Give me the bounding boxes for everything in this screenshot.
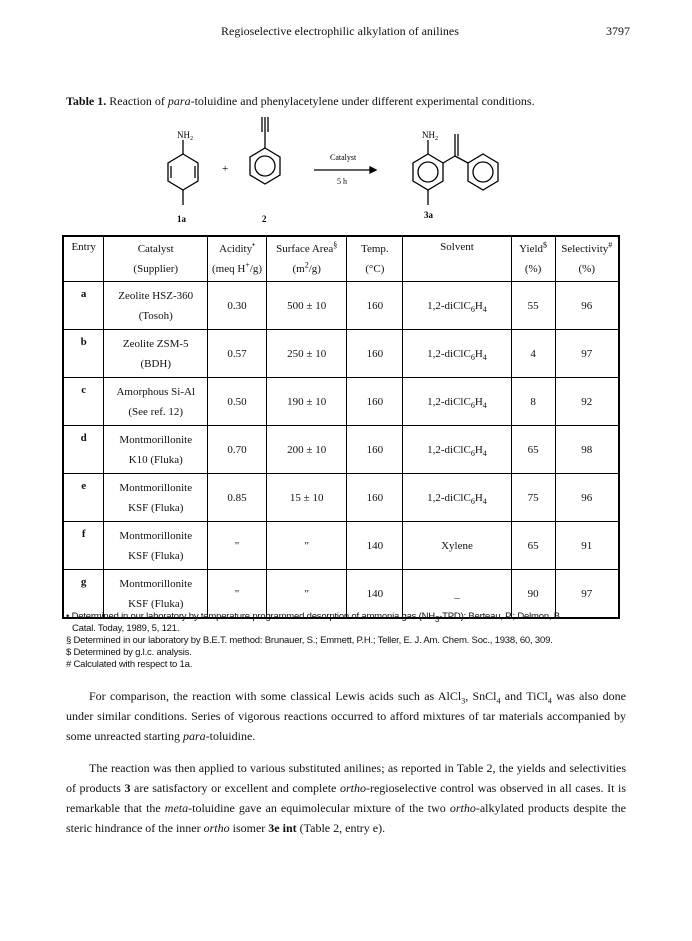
table-row (63, 378, 619, 426)
time-label: 5 h (337, 177, 347, 186)
cell-entry: d (63, 426, 104, 474)
cell-solvent: $1,2-diClC_6H_4$ (403, 426, 511, 474)
cell-surface-area: 200 ± 10 (266, 426, 347, 474)
running-header (0, 24, 692, 44)
cell-surface-area: " (266, 522, 347, 570)
cell-yield: 55 (511, 282, 555, 330)
cell-entry: c (63, 378, 104, 426)
cell-selectivity: 98 (555, 426, 619, 474)
footnote-selectivity: # Calculated with respect to 1a. (66, 659, 193, 670)
cell-temp: 160 (347, 378, 403, 426)
cell-selectivity: 96 (555, 282, 619, 330)
cell-entry: g (63, 570, 104, 619)
cell-yield: 90 (511, 570, 555, 619)
cell-temp: 160 (347, 330, 403, 378)
cell-temp: 160 (347, 474, 403, 522)
table-row (63, 330, 619, 378)
product-structure (413, 134, 498, 205)
running-title: Regioselective electrophilic alkylation of anilines (221, 24, 459, 38)
footnote-yield: $ Determined by g.l.c. analysis. (66, 647, 192, 658)
cell-solvent: $1,2-diClC_6H_4$ (403, 474, 511, 522)
col-yield: Yield$ (%) (511, 236, 555, 282)
cell-acidity: 0.50 (208, 378, 267, 426)
cell-yield: 75 (511, 474, 555, 522)
cell-entry: b (63, 330, 104, 378)
cell-catalyst: Montmorillonite KSF (Fluka) (104, 570, 208, 619)
cell-selectivity: 91 (555, 522, 619, 570)
cell-temp: 160 (347, 282, 403, 330)
cell-solvent: _ (403, 570, 511, 619)
table-label: Table 1. (66, 94, 107, 108)
cell-entry: f (63, 522, 104, 570)
body-text (66, 686, 626, 848)
footnote-acidity: • Determined in our laboratory by temperature programmed desorption of ammonia gas $(NH_3-TPD)$: Berteau, P.; Delmon, B. (66, 611, 563, 624)
cell-solvent: $1,2-diClC_6H_4$ (403, 378, 511, 426)
cell-surface-area: " (266, 570, 347, 619)
cell-selectivity: 97 (555, 330, 619, 378)
col-selectivity: Selectivity# (%) (555, 236, 619, 282)
cell-surface-area: 250 ± 10 (266, 330, 347, 378)
cell-catalyst: Montmorillonite K10 (Fluka) (104, 426, 208, 474)
cell-solvent: $1,2-diClC_6H_4$ (403, 282, 511, 330)
cell-selectivity: 97 (555, 570, 619, 619)
footnote-acidity-cont: Catal. Today, 1989, 5, 121. (72, 623, 180, 634)
table-caption: Table 1. Reaction of para-toluidine and phenylacetylene under different experimental conditions. (66, 94, 535, 108)
cell-yield: 4 (511, 330, 555, 378)
cell-surface-area: 500 ± 10 (266, 282, 347, 330)
cell-catalyst: Montmorillonite KSF (Fluka) (104, 522, 208, 570)
cell-temp: 160 (347, 426, 403, 474)
cell-catalyst: Montmorillonite KSF (Fluka) (104, 474, 208, 522)
col-acidity: Acidity• (meq H+/g) (208, 236, 267, 282)
table-row (63, 522, 619, 570)
table-body (63, 282, 619, 619)
col-solvent: Solvent (403, 236, 511, 282)
cell-surface-area: 15 ± 10 (266, 474, 347, 522)
label-2: 2 (262, 214, 267, 224)
cell-acidity: 0.85 (208, 474, 267, 522)
col-catalyst: Catalyst (Supplier) (104, 236, 208, 282)
cell-temp: 140 (347, 522, 403, 570)
paragraph-1: For comparison, the reaction with some classical Lewis acids such as AlCl$_3$, SnCl$_4$ and TiCl$_4$ was also done under similar conditions. Series of vigorous reactions occurred to afford mixtures of tar materials accompanied by some unreacted starting para-toluidine. (66, 689, 627, 743)
col-surface-area: Surface Area§ $(m^2/g)$ (266, 236, 347, 282)
footnote-area: § Determined in our laboratory by B.E.T. method: Brunauer, S.; Emmett, P.H.; Teller, E. J. Am. Chem. Soc., 1938, 60, 309. (66, 635, 553, 646)
cell-solvent: $1,2-diClC_6H_4$ (403, 330, 511, 378)
cell-catalyst: Zeolite HSZ-360 (Tosoh) (104, 282, 208, 330)
table-header-row (63, 236, 619, 282)
label-3a: 3a (424, 210, 433, 220)
cell-acidity: 0.30 (208, 282, 267, 330)
cell-yield: 65 (511, 426, 555, 474)
cell-surface-area: 190 ± 10 (266, 378, 347, 426)
cell-selectivity: 92 (555, 378, 619, 426)
phenylacetylene-structure (250, 117, 280, 184)
cell-solvent: Xylene (403, 522, 511, 570)
page-number: 3797 (606, 24, 630, 38)
cell-entry: a (63, 282, 104, 330)
cell-catalyst: Zeolite ZSM-5 (BDH) (104, 330, 208, 378)
p-toluidine-structure (168, 140, 198, 205)
cell-temp: 140 (347, 570, 403, 619)
table-footnotes (66, 611, 626, 671)
label-1a: 1a (177, 214, 186, 224)
table-row (63, 282, 619, 330)
results-table (62, 235, 620, 619)
plus-sign: + (222, 163, 229, 175)
cell-yield: 8 (511, 378, 555, 426)
cell-acidity: " (208, 570, 267, 619)
reaction-scheme (140, 112, 560, 230)
col-entry: Entry (63, 236, 104, 282)
col-temp: Temp. (°C) (347, 236, 403, 282)
cell-acidity: " (208, 522, 267, 570)
cell-selectivity: 96 (555, 474, 619, 522)
paragraph-2: The reaction was then applied to various substituted anilines; as reported in Table 2, the yields and selectivities of products 3 are satisfactory or excellent and complete ortho-regioselective control was observed in all cases. It is remarkable that the meta-toluidine gave an equimolecular mixture of the two ortho-alkylated products despite the steric hindrance of the inner ortho isomer 3e int (Table 2, entry e). (66, 761, 626, 835)
nh2-right: $NH_2$ (422, 130, 438, 142)
nh2-left: $NH_2$ (177, 130, 193, 142)
cell-entry: e (63, 474, 104, 522)
table-row (63, 426, 619, 474)
table-row (63, 474, 619, 522)
cell-acidity: 0.70 (208, 426, 267, 474)
cell-yield: 65 (511, 522, 555, 570)
catalyst-label: Catalyst (330, 153, 357, 162)
cell-catalyst: Amorphous Si-Al (See ref. 12) (104, 378, 208, 426)
cell-acidity: 0.57 (208, 330, 267, 378)
